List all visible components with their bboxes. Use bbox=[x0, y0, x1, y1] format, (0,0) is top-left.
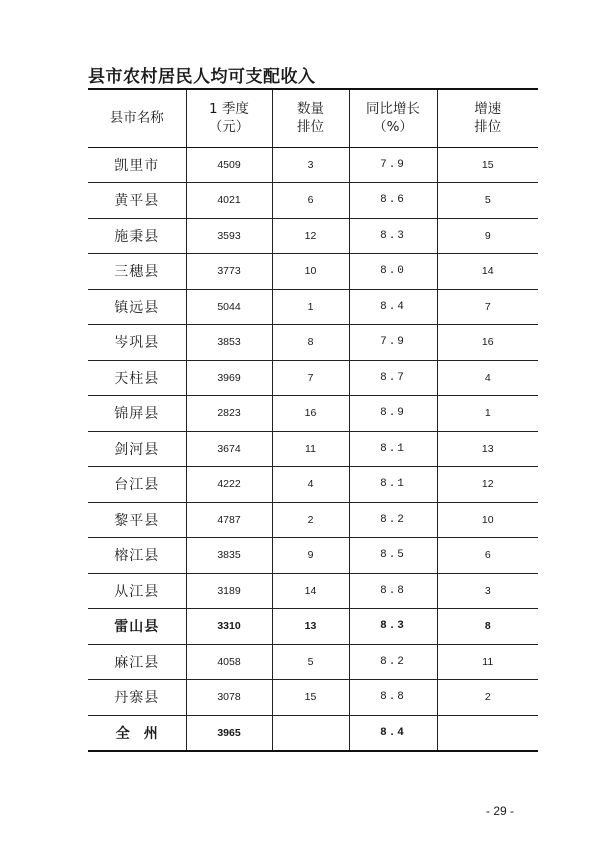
county-name-cell: 剑河县 bbox=[88, 431, 186, 467]
growth-rank-cell: 6 bbox=[437, 538, 538, 574]
income-cell: 3773 bbox=[186, 254, 272, 290]
income-rank-cell: 13 bbox=[272, 609, 349, 645]
income-cell: 3853 bbox=[186, 325, 272, 361]
income-rank-cell: 7 bbox=[272, 360, 349, 396]
total-row bbox=[88, 715, 538, 751]
table-row bbox=[88, 183, 538, 219]
income-cell: 3835 bbox=[186, 538, 272, 574]
income-rank-cell: 12 bbox=[272, 218, 349, 254]
income-cell: 4222 bbox=[186, 467, 272, 503]
income-rank-cell: 8 bbox=[272, 325, 349, 361]
growth-cell: 8.7 bbox=[349, 360, 437, 396]
county-name-cell: 镇远县 bbox=[88, 289, 186, 325]
county-name-cell: 丹寨县 bbox=[88, 680, 186, 716]
income-rank-cell: 4 bbox=[272, 467, 349, 503]
income-rank-cell: 16 bbox=[272, 396, 349, 432]
header-income: 1 季度 （元） bbox=[186, 89, 272, 147]
county-name-cell: 全州 bbox=[88, 715, 186, 751]
income-cell: 3310 bbox=[186, 609, 272, 645]
county-name-cell: 黎平县 bbox=[88, 502, 186, 538]
growth-rank-cell: 5 bbox=[437, 183, 538, 219]
county-name-cell: 从江县 bbox=[88, 573, 186, 609]
growth-rank-cell: 16 bbox=[437, 325, 538, 361]
income-cell: 4787 bbox=[186, 502, 272, 538]
growth-cell: 8.4 bbox=[349, 289, 437, 325]
table-row bbox=[88, 360, 538, 396]
income-rank-cell: 10 bbox=[272, 254, 349, 290]
growth-cell: 8.8 bbox=[349, 680, 437, 716]
county-name-cell: 施秉县 bbox=[88, 218, 186, 254]
income-cell: 4509 bbox=[186, 147, 272, 183]
header-county: 县市名称 bbox=[88, 89, 186, 147]
growth-cell: 7.9 bbox=[349, 147, 437, 183]
growth-cell: 8.1 bbox=[349, 467, 437, 503]
income-cell: 2823 bbox=[186, 396, 272, 432]
page-number: - 29 - bbox=[485, 804, 514, 818]
county-name-cell: 黄平县 bbox=[88, 183, 186, 219]
growth-rank-cell: 3 bbox=[437, 573, 538, 609]
table-row bbox=[88, 325, 538, 361]
income-rank-cell: 1 bbox=[272, 289, 349, 325]
growth-cell: 8.2 bbox=[349, 644, 437, 680]
header-income-rank: 数量 排位 bbox=[272, 89, 349, 147]
county-name-cell: 台江县 bbox=[88, 467, 186, 503]
table-body bbox=[88, 147, 538, 751]
growth-rank-cell bbox=[437, 715, 538, 751]
table-row bbox=[88, 289, 538, 325]
income-rank-cell: 3 bbox=[272, 147, 349, 183]
income-table bbox=[88, 88, 538, 752]
income-cell: 4058 bbox=[186, 644, 272, 680]
growth-rank-cell: 12 bbox=[437, 467, 538, 503]
header-growth-rank: 增速 排位 bbox=[437, 89, 538, 147]
growth-cell: 8.3 bbox=[349, 218, 437, 254]
income-cell: 3078 bbox=[186, 680, 272, 716]
growth-cell: 7.9 bbox=[349, 325, 437, 361]
growth-rank-cell: 2 bbox=[437, 680, 538, 716]
income-cell: 3593 bbox=[186, 218, 272, 254]
income-rank-cell: 6 bbox=[272, 183, 349, 219]
growth-cell: 8.0 bbox=[349, 254, 437, 290]
growth-cell: 8.2 bbox=[349, 502, 437, 538]
table-row bbox=[88, 573, 538, 609]
income-rank-cell: 2 bbox=[272, 502, 349, 538]
growth-cell: 8.3 bbox=[349, 609, 437, 645]
county-name-cell: 麻江县 bbox=[88, 644, 186, 680]
income-rank-cell: 11 bbox=[272, 431, 349, 467]
income-cell: 5044 bbox=[186, 289, 272, 325]
table-row bbox=[88, 644, 538, 680]
growth-rank-cell: 10 bbox=[437, 502, 538, 538]
header-growth: 同比增长 （%） bbox=[349, 89, 437, 147]
county-name-cell: 锦屏县 bbox=[88, 396, 186, 432]
table-title: 县市农村居民人均可支配收入 bbox=[88, 67, 316, 87]
income-rank-cell: 15 bbox=[272, 680, 349, 716]
growth-rank-cell: 7 bbox=[437, 289, 538, 325]
table-row bbox=[88, 680, 538, 716]
table-row bbox=[88, 502, 538, 538]
growth-cell: 8.1 bbox=[349, 431, 437, 467]
growth-cell: 8.5 bbox=[349, 538, 437, 574]
county-name-cell: 三穗县 bbox=[88, 254, 186, 290]
income-cell: 4021 bbox=[186, 183, 272, 219]
income-rank-cell: 5 bbox=[272, 644, 349, 680]
county-name-cell: 凯里市 bbox=[88, 147, 186, 183]
income-rank-cell: 14 bbox=[272, 573, 349, 609]
table-row bbox=[88, 467, 538, 503]
growth-rank-cell: 4 bbox=[437, 360, 538, 396]
table-row bbox=[88, 538, 538, 574]
table-row bbox=[88, 218, 538, 254]
growth-rank-cell: 11 bbox=[437, 644, 538, 680]
growth-rank-cell: 1 bbox=[437, 396, 538, 432]
table-row bbox=[88, 254, 538, 290]
table-row bbox=[88, 431, 538, 467]
income-cell: 3965 bbox=[186, 715, 272, 751]
income-rank-cell bbox=[272, 715, 349, 751]
table-row bbox=[88, 147, 538, 183]
county-name-cell: 天柱县 bbox=[88, 360, 186, 396]
county-name-cell: 岑巩县 bbox=[88, 325, 186, 361]
growth-rank-cell: 9 bbox=[437, 218, 538, 254]
county-name-cell: 雷山县 bbox=[88, 609, 186, 645]
header-row bbox=[88, 89, 538, 147]
growth-rank-cell: 15 bbox=[437, 147, 538, 183]
growth-rank-cell: 14 bbox=[437, 254, 538, 290]
county-name-cell: 榕江县 bbox=[88, 538, 186, 574]
growth-cell: 8.8 bbox=[349, 573, 437, 609]
income-cell: 3674 bbox=[186, 431, 272, 467]
growth-rank-cell: 13 bbox=[437, 431, 538, 467]
growth-cell: 8.6 bbox=[349, 183, 437, 219]
growth-cell: 8.4 bbox=[349, 715, 437, 751]
income-cell: 3969 bbox=[186, 360, 272, 396]
income-cell: 3189 bbox=[186, 573, 272, 609]
growth-cell: 8.9 bbox=[349, 396, 437, 432]
table-row bbox=[88, 396, 538, 432]
table-row bbox=[88, 609, 538, 645]
income-rank-cell: 9 bbox=[272, 538, 349, 574]
growth-rank-cell: 8 bbox=[437, 609, 538, 645]
